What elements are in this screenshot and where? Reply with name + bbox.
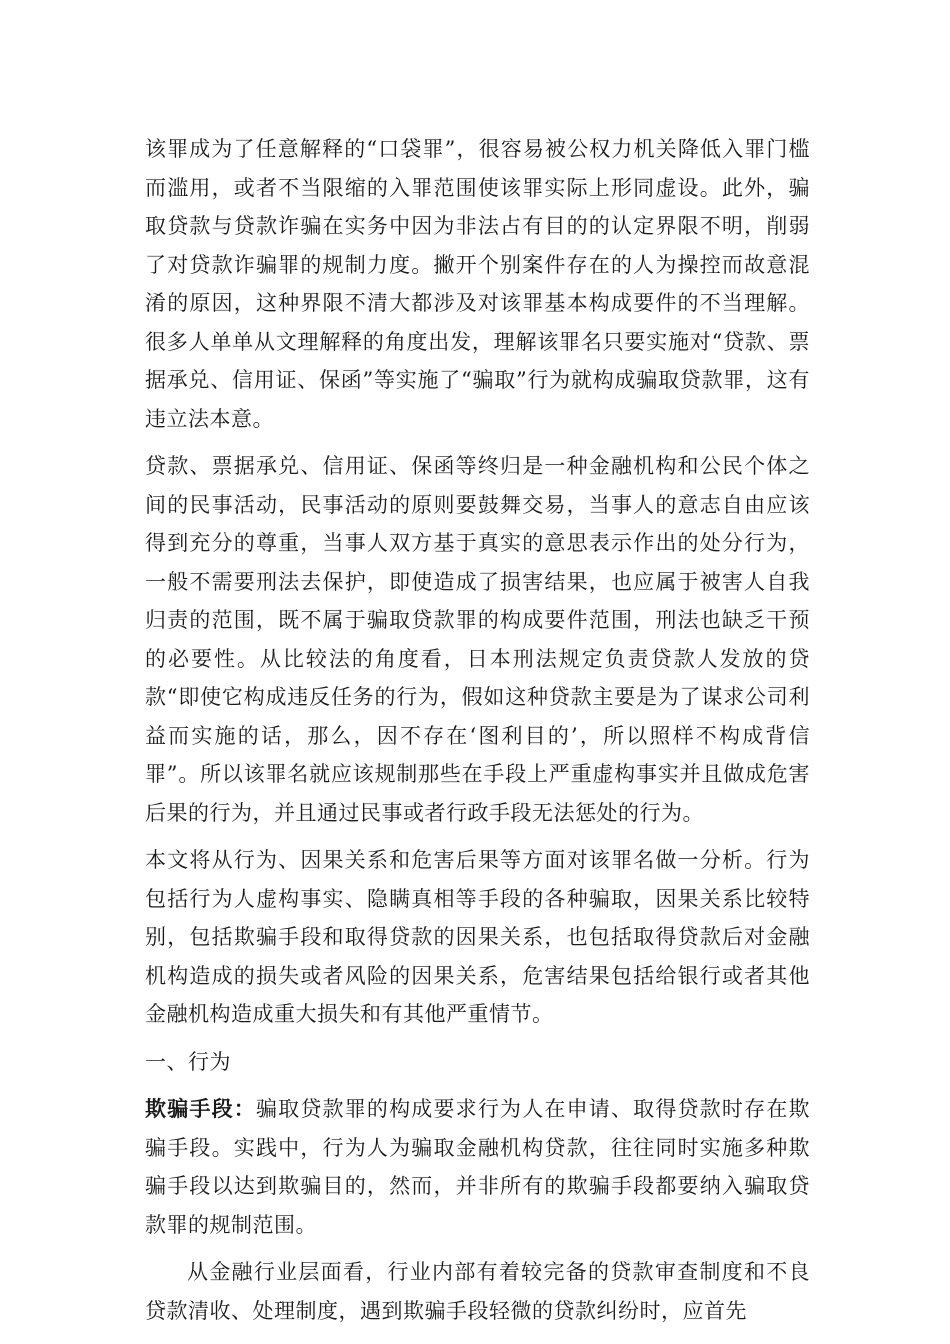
section-heading: 一、行为 <box>145 1049 231 1074</box>
subsection-text: 骗取贷款罪的构成要求行为人在申请、取得贷款时存在欺骗手段。实践中，行为人为骗取金融机构贷款，往往同时实施多种欺骗手段以达到欺骗目的，然而，并非所有的欺骗手段都要纳入骗取贷款罪的规制范围。 <box>145 1097 811 1237</box>
body-paragraph-1: 该罪成为了任意解释的“口袋罪”，很容易被公权力机关降低入罪门槛而滥用，或者不当限缩的入罪范围使该罪实际上形同虚设。此外，骗取贷款与贷款诈骗在实务中因为非法占有目的的认定界限不明，削弱了对贷款诈骗罪的规制力度。撇开个别案件存在的人为操控而故意混淆的原因，这种界限不清大都涉及对该罪基本构成要件的不当理解。很多人单单从文理解释的角度出发，理解该罪名只要实施对“贷款、票据承兑、信用证、保函”等实施了“骗取”行为就构成骗取贷款罪，这有违立法本意。 <box>145 137 810 431</box>
subsection-lead: 欺骗手段： <box>145 1096 256 1121</box>
final-paragraph: 从金融行业层面看，行业内部有着较完备的贷款审查制度和不良贷款清收、处理制度，遇到欺骗手段轻微的贷款纠纷时，应首先 <box>145 1260 810 1323</box>
document-page <box>145 130 810 1339</box>
subsection-paragraph <box>145 1090 810 1244</box>
body-paragraph-3: 本文将从行为、因果关系和危害后果等方面对该罪名做一分析。行为包括行为人虚构事实、隐瞒真相等手段的各种骗取，因果关系比较特别，包括欺骗手段和取得贷款的因果关系，也包括取得贷款后对金融机构造成的损失或者风险的因果关系，危害结果包括给银行或者其他金融机构造成重大损失和有其他严重情节。 <box>145 848 810 1026</box>
body-paragraph-2: 贷款、票据承兑、信用证、保函等终归是一种金融机构和公民个体之间的民事活动，民事活动的原则要鼓舞交易，当事人的意志自由应该得到充分的尊重，当事人双方基于真实的意思表示作出的处分行为，一般不需要刑法去保护，即使造成了损害结果，也应属于被害人自我归责的范围，既不属于骗取贷款罪的构成要件范围，刑法也缺乏干预的必要性。从比较法的角度看，日本刑法规定负责贷款人发放的贷款“即使它构成违反任务的行为，假如这种贷款主要是为了谋求公司利益而实施的话，那么，因不存在‘图利目的’，所以照样不构成背信罪”。所以该罪名就应该规制那些在手段上严重虚构事实并且做成危害后果的行为，并且通过民事或者行政手段无法惩处的行为。 <box>145 454 810 825</box>
